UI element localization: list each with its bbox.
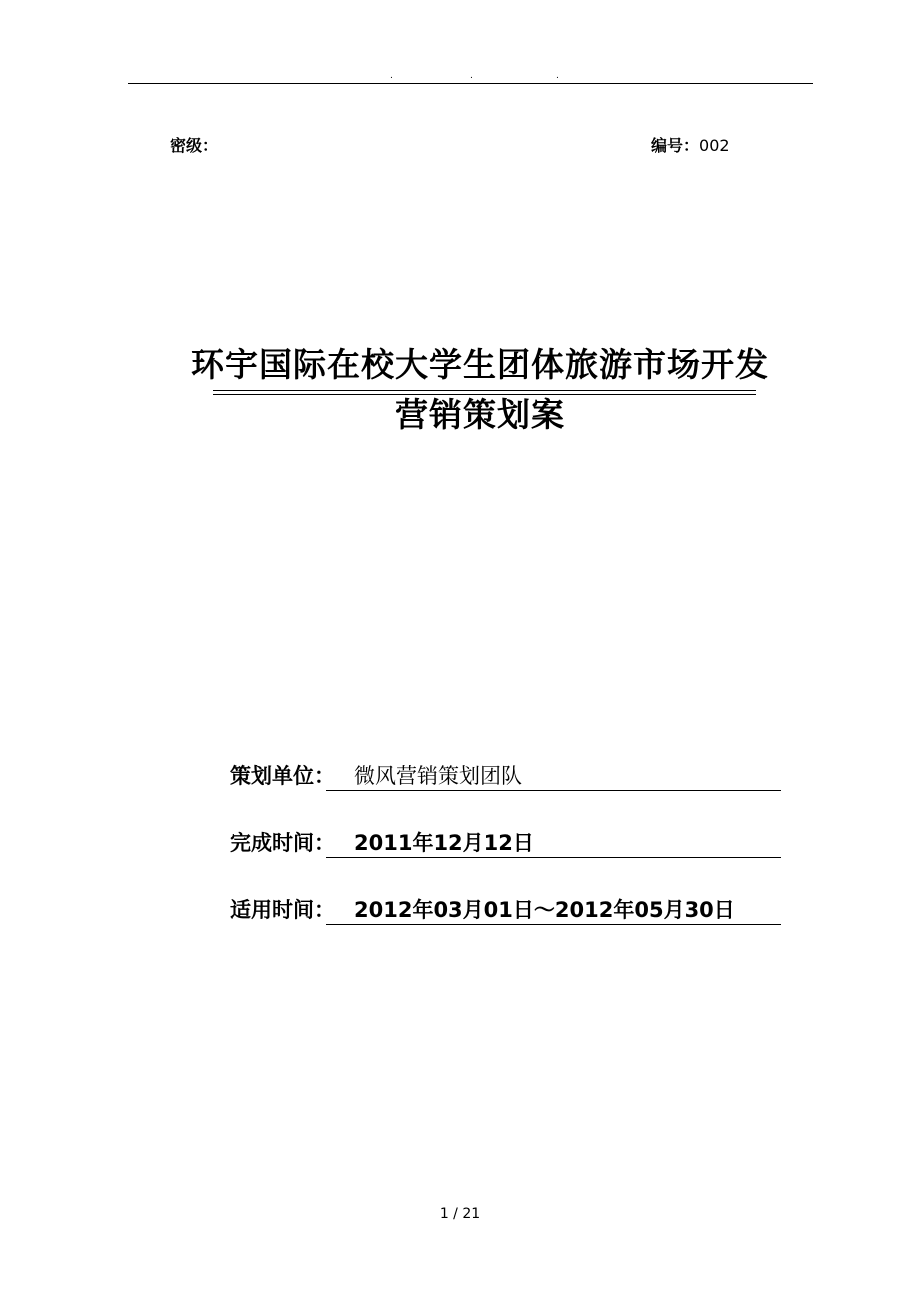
- header-dot: .: [390, 71, 393, 81]
- field-label: 适用时间：: [230, 898, 335, 922]
- header-dot: .: [470, 71, 473, 81]
- title-double-underline: [213, 390, 756, 395]
- field-planning-unit: [230, 756, 790, 796]
- field-underline: [326, 857, 781, 858]
- field-underline: [326, 924, 781, 925]
- document-number-label: 编号：: [651, 136, 700, 155]
- field-value: 2011年12月12日: [354, 831, 534, 855]
- page-number: 1 / 21: [439, 1206, 481, 1222]
- secret-level-label: 密级：: [170, 136, 219, 155]
- header-rule: [128, 83, 813, 84]
- title-line-1: 环宇国际在校大学生团体旅游市场开发: [191, 345, 769, 384]
- field-applicable-time: [230, 890, 790, 930]
- header-dots: [128, 70, 813, 82]
- field-value: 微风营销策划团队: [354, 764, 522, 788]
- field-label: 完成时间：: [230, 831, 335, 855]
- document-number: [651, 136, 730, 156]
- field-value: 2012年03月01日～2012年05月30日: [354, 898, 735, 922]
- header-dot: .: [556, 71, 559, 81]
- field-underline: [326, 790, 781, 791]
- field-completion-time: [230, 823, 790, 863]
- document-number-value: 002: [699, 136, 730, 155]
- field-label: 策划单位：: [230, 764, 335, 788]
- title-line-2: 营销策划案: [395, 395, 565, 434]
